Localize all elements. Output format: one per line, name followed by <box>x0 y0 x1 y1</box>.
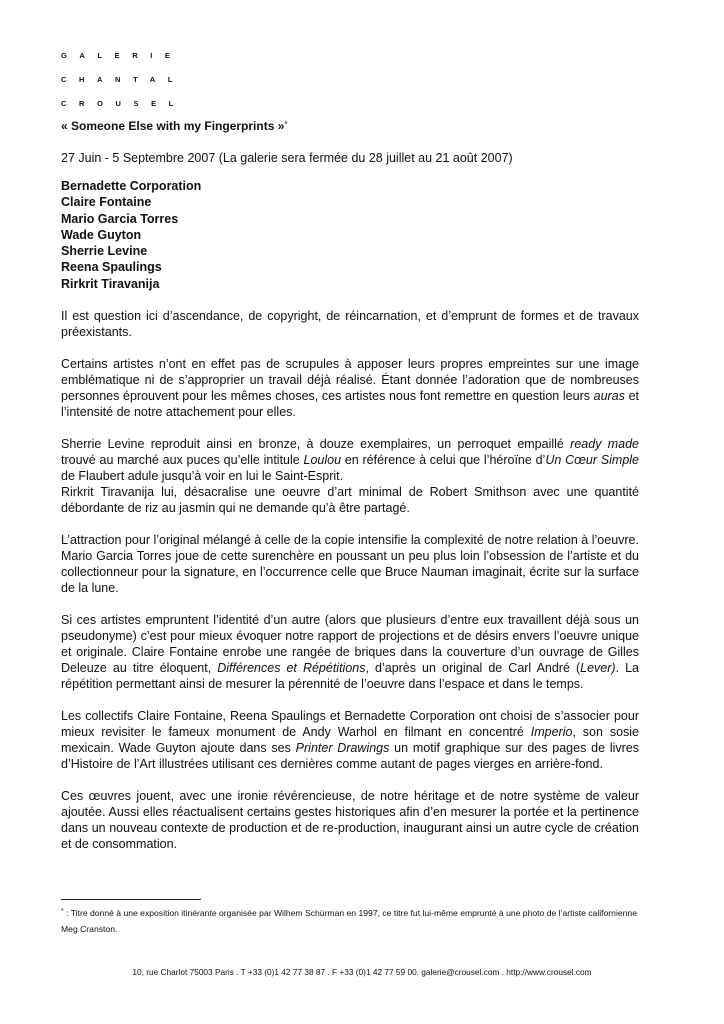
italic-run: auras <box>593 389 625 404</box>
title-footnote-mark: * <box>284 120 288 129</box>
text-run: Sherrie Levine reproduit ainsi en bronze, à douze exemplaires, un perroquet empaillé <box>61 437 571 452</box>
italic-run: Différences et Répétitions <box>217 661 366 676</box>
italic-run: Un Cœur Simple <box>545 453 640 468</box>
footnote-text: : Titre donné à une exposition itinérante organisée par Wilhem Schürman en 1997, ce titre fut lui-même emprunté à une photo de l’artiste californienne Meg Cranston. <box>61 908 637 934</box>
footnote-divider <box>61 899 201 900</box>
paragraph-collectives <box>61 708 639 772</box>
text-run: un motif graphique sur des pages de livres d’Histoire de l’Art illustrées utilisant ces dernières comme autant de pages vierges en arrière-fond. <box>61 741 639 772</box>
paragraph-intro: Il est question ici d’ascendance, de copyright, de réincarnation, et d’emprunt de formes et de travaux préexistants. <box>61 309 639 340</box>
exhibition-title <box>61 118 639 136</box>
logo-line-crousel: CROUSEL <box>61 99 186 108</box>
paragraph-identity <box>61 612 639 692</box>
italic-run: Printer Drawings <box>295 741 390 756</box>
artist-name: Mario Garcia Torres <box>61 211 179 226</box>
text-run: de Flaubert adule jusqu’à voir en lui le Saint-Esprit. <box>61 469 344 484</box>
tiravanija-sentence: Rirkrit Tiravanija lui, désacralise une oeuvre d’art minimal de Robert Smithson avec une quantité débordante de riz au jasmin qui ne demande qu’à être partagé. <box>61 485 639 516</box>
text-run: , d’après un original de Carl André ( <box>365 661 581 676</box>
gallery-contact-footer: 10, rue Charlot 75003 Paris . T +33 (0)1 42 77 38 87 . F +33 (0)1 42 77 59 00. galerie@crousel.com . http://www.crousel.com <box>132 967 592 977</box>
paragraph-original-copy: L’attraction pour l’original mélangé à celle de la copie intensifie la complexité de notre relation à l’oeuvre. Mario Garcia Torres joue de cette surenchère en poussant un peu plus loin l’obsession de l’artiste et du collectionneur pour la signature, en l’occurrence celle que Bruce Nauman imaginait, écrite sur la surface de la lune. <box>61 533 639 596</box>
italic-run: ready made <box>570 437 640 452</box>
paragraph-levine-tiravanija <box>61 436 639 516</box>
artist-name: Bernadette Corporation <box>61 179 202 193</box>
logo-line-galerie: GALERIE <box>61 51 183 60</box>
logo-line-chantal: CHANTAL <box>61 75 185 84</box>
artist-name: Claire Fontaine <box>61 195 152 210</box>
artist-name: Sherrie Levine <box>61 244 148 259</box>
text-run: et l’intensité de notre attachement pour elles. <box>61 389 639 420</box>
italic-run: Imperio <box>530 725 573 740</box>
text-run: trouvé au marché aux puces qu’elle intitule <box>61 453 304 468</box>
paragraph-conclusion: Ces œuvres jouent, avec une ironie révérencieuse, de notre héritage et de notre système de valeur ajoutée. Aussi elles réactualisent certains gestes historiques afin d’en mesurer la portée et la pertinence dans un nouveau contexte de production et de re-production, inaugurant ainsi un autre cycle de création et de consommation. <box>61 789 639 852</box>
gallery-logo <box>61 44 186 116</box>
press-release-body <box>61 118 639 852</box>
text-run: en référence à celui que l’héroïne d’ <box>341 453 546 468</box>
footnote-mark: * <box>61 908 64 915</box>
text-run: . La répétition permettant ainsi de mesurer la pérennité de l’oeuvre dans l’espace et dans le temps. <box>61 661 639 692</box>
levine-sentence <box>61 436 639 484</box>
artist-list <box>61 178 639 292</box>
artist-name: Rirkrit Tiravanija <box>61 276 160 291</box>
exhibition-title-text: « Someone Else with my Fingerprints » <box>61 119 285 133</box>
exhibition-dates: 27 Juin - 5 Septembre 2007 (La galerie sera fermée du 28 juillet au 21 août 2007) <box>61 151 513 165</box>
italic-run: Loulou <box>303 453 342 468</box>
footnote <box>61 906 639 936</box>
artist-name: Reena Spaulings <box>61 260 162 275</box>
text-run: Les collectifs Claire Fontaine, Reena Spaulings et Bernadette Corporation ont choisi de s’associer pour mieux revisiter le fameux monument de Andy Warhol en filmant en concentré <box>61 709 639 740</box>
text-run: Si ces artistes empruntent l’identité d’un autre (alors que plusieurs d’entre eux travaillent déjà sous un pseudonyme) c’est pour mieux évoquer notre rapport de projections et de désirs envers l’oeuvre unique et originale. Claire Fontaine enrobe une rangée de briques dans la couverture d’un ouvrage de Gilles Deleuze au titre éloquent, <box>61 613 639 676</box>
text-run: , son sosie mexicain. Wade Guyton ajoute dans ses <box>61 725 639 756</box>
italic-run: Lever) <box>580 661 616 676</box>
artist-name: Wade Guyton <box>61 227 142 242</box>
text-run: Certains artistes n’ont en effet pas de scrupules à apposer leurs propres empreintes sur une image emblématique ni de s’approprier un travail déjà réalisé. Étant donnée l’adoration que de nombreuses personnes éprouvent pour les mêmes choses, ces artistes nous font remettre en question leurs <box>61 357 639 404</box>
paragraph-auras <box>61 356 639 420</box>
